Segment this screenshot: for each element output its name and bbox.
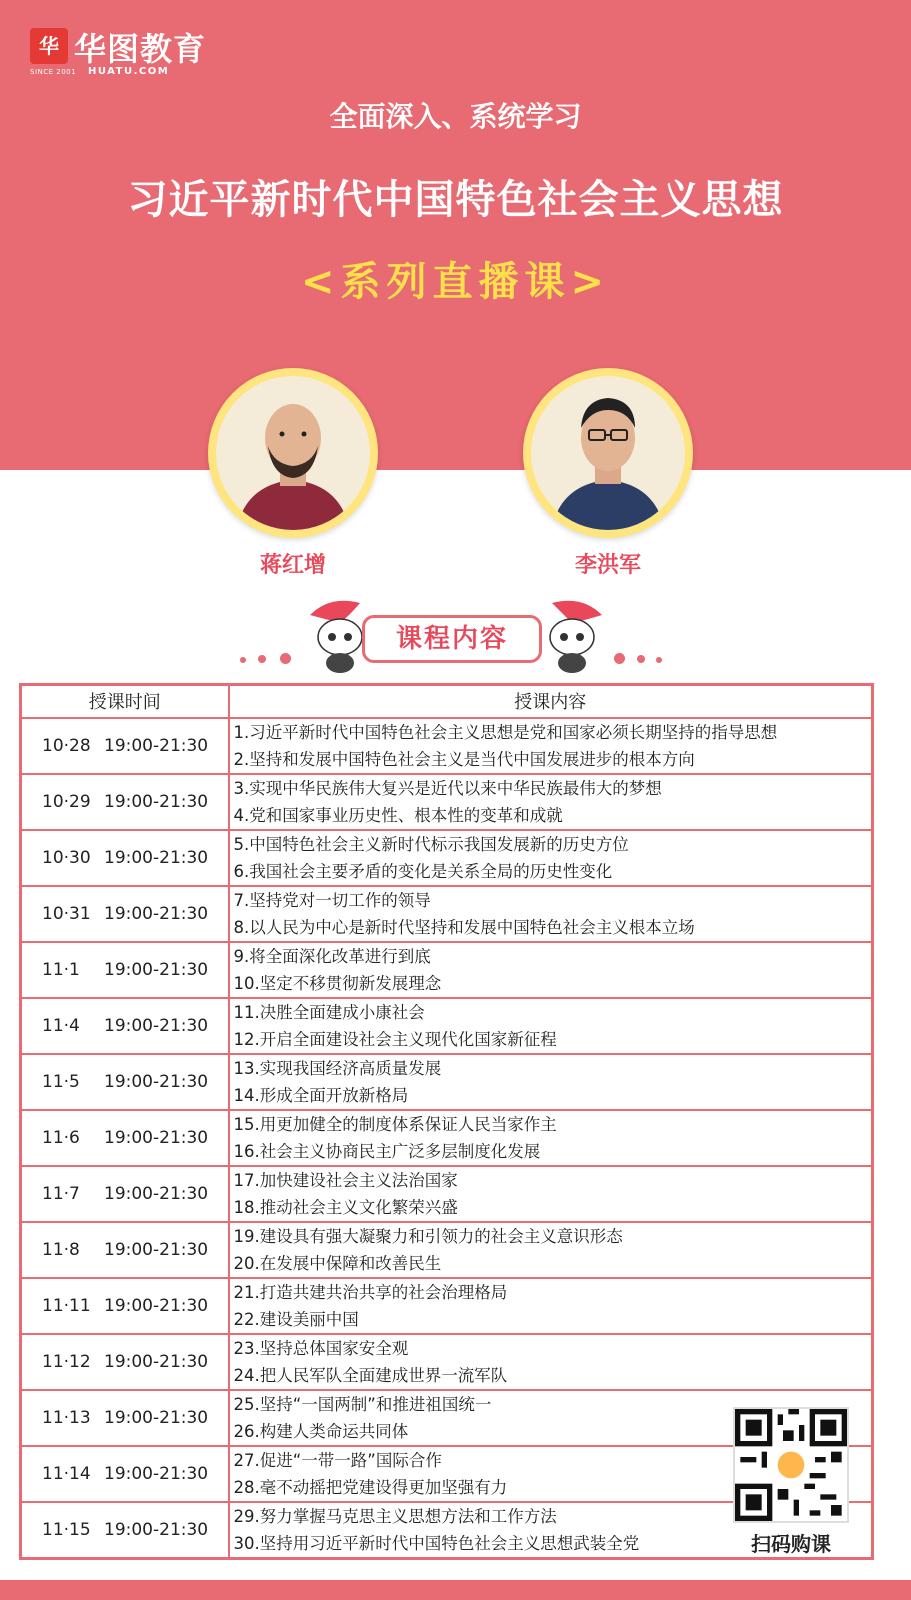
session-date: 11·14 <box>42 1463 91 1484</box>
topic-item: 25.坚持“一国两制”和推进祖国统一 <box>233 1394 492 1414</box>
session-date: 11·13 <box>42 1407 91 1428</box>
session-topics-cell <box>229 1334 873 1390</box>
topic-item: 20.在发展中保障和改善民生 <box>233 1253 442 1273</box>
topic-item: 17.加快建设社会主义法治国家 <box>233 1170 458 1190</box>
topic-item: 3.实现中华民族伟大复兴是近代以来中华民族最伟大的梦想 <box>233 778 662 798</box>
topic-item: 5.中国特色社会主义新时代标示我国发展新的历史方位 <box>233 834 629 854</box>
session-date: 11·12 <box>42 1351 91 1372</box>
teacher-card[interactable] <box>208 368 378 579</box>
session-topics-cell <box>229 1166 873 1222</box>
session-time-cell <box>21 942 229 998</box>
section-title: 课程内容 <box>362 615 542 663</box>
topic-item: 30.坚持用习近平新时代中国特色社会主义思想武装全党 <box>233 1533 640 1553</box>
topic-item: 11.决胜全面建成小康社会 <box>233 1002 425 1022</box>
topic-item: 2.坚持和发展中国特色社会主义是当代中国发展进步的根本方向 <box>233 749 695 769</box>
table-row <box>21 1278 873 1334</box>
session-time-cell <box>21 1390 229 1446</box>
avatar <box>523 368 693 538</box>
section-header <box>0 595 911 675</box>
session-date: 11·6 <box>42 1127 80 1148</box>
session-date: 10·29 <box>42 791 91 812</box>
topic-item: 16.社会主义协商民主广泛多层制度化发展 <box>233 1141 541 1161</box>
series-label: <系列直播课> <box>300 259 611 305</box>
table-row <box>21 830 873 886</box>
session-topics-cell <box>229 1222 873 1278</box>
session-date: 11·4 <box>42 1015 80 1036</box>
session-time-cell <box>21 998 229 1054</box>
session-date: 11·1 <box>42 959 80 980</box>
brand-since: SINCE 2001 <box>30 68 77 76</box>
brand-url: HUATU.COM <box>88 66 170 77</box>
column-header-content: 授课内容 <box>229 685 873 718</box>
table-row <box>21 1334 873 1390</box>
table-row <box>21 886 873 942</box>
session-date: 11·15 <box>42 1519 91 1540</box>
session-hours: 19:00-21:30 <box>104 903 209 924</box>
session-topics-cell <box>229 718 873 774</box>
session-hours: 19:00-21:30 <box>104 1127 209 1148</box>
session-time-cell <box>21 1278 229 1334</box>
table-row <box>21 942 873 998</box>
session-hours: 19:00-21:30 <box>104 1183 209 1204</box>
table-row <box>21 1110 873 1166</box>
session-hours: 19:00-21:30 <box>104 1463 209 1484</box>
table-row <box>21 1054 873 1110</box>
avatar <box>208 368 378 538</box>
qr-caption: 扫码购课 <box>733 1528 849 1557</box>
topic-item: 29.努力掌握马克思主义思想方法和工作方法 <box>233 1506 557 1526</box>
topic-item: 28.毫不动摇把党建设得更加坚强有力 <box>233 1477 508 1497</box>
session-date: 10·28 <box>42 735 91 756</box>
session-time-cell <box>21 1166 229 1222</box>
topic-item: 10.坚定不移贯彻新发展理念 <box>233 973 442 993</box>
table-row <box>21 998 873 1054</box>
topic-item: 15.用更加健全的制度体系保证人民当家作主 <box>233 1114 557 1134</box>
qr-code[interactable] <box>733 1407 849 1523</box>
teacher-name: 李洪军 <box>574 553 641 578</box>
session-hours: 19:00-21:30 <box>104 847 209 868</box>
session-hours: 19:00-21:30 <box>104 959 209 980</box>
session-time-cell <box>21 1502 229 1559</box>
session-date: 11·5 <box>42 1071 80 1092</box>
topic-item: 27.促进“一带一路”国际合作 <box>233 1450 442 1470</box>
session-time-cell <box>21 718 229 774</box>
topic-item: 14.形成全面开放新格局 <box>233 1085 409 1105</box>
session-hours: 19:00-21:30 <box>104 1071 209 1092</box>
topic-item: 8.以人民为中心是新时代坚持和发展中国特色社会主义根本立场 <box>233 917 695 937</box>
topic-item: 22.建设美丽中国 <box>233 1309 359 1329</box>
qr-code-icon <box>735 1409 847 1521</box>
session-time-cell <box>21 886 229 942</box>
topic-item: 21.打造共建共治共享的社会治理格局 <box>233 1282 508 1302</box>
session-topics-cell <box>229 1054 873 1110</box>
topic-item: 18.推动社会主义文化繁荣兴盛 <box>233 1197 458 1217</box>
session-hours: 19:00-21:30 <box>104 1351 209 1372</box>
session-time-cell <box>21 1222 229 1278</box>
topic-item: 6.我国社会主要矛盾的变化是关系全局的历史性变化 <box>233 861 613 881</box>
session-hours: 19:00-21:30 <box>104 735 209 756</box>
brand-mark-icon: 华 <box>30 28 68 64</box>
session-hours: 19:00-21:30 <box>104 1239 209 1260</box>
session-hours: 19:00-21:30 <box>104 1407 209 1428</box>
teacher-name: 蒋红增 <box>259 553 326 578</box>
topic-item: 19.建设具有强大凝聚力和引领力的社会主义意识形态 <box>233 1226 623 1246</box>
session-topics-cell <box>229 774 873 830</box>
session-hours: 19:00-21:30 <box>104 1519 209 1540</box>
mascot-icon <box>522 595 612 675</box>
session-date: 10·31 <box>42 903 91 924</box>
page-subtitle: 全面深入、系统学习 <box>329 100 582 133</box>
session-time-cell <box>21 774 229 830</box>
session-date: 11·11 <box>42 1295 91 1316</box>
session-topics-cell <box>229 1110 873 1166</box>
topic-item: 7.坚持党对一切工作的领导 <box>233 890 431 910</box>
session-hours: 19:00-21:30 <box>104 1295 209 1316</box>
teacher-card[interactable] <box>523 368 693 579</box>
page-title: 习近平新时代中国特色社会主义思想 <box>127 177 784 223</box>
session-time-cell <box>21 1054 229 1110</box>
topic-item: 23.坚持总体国家安全观 <box>233 1338 409 1358</box>
session-date: 10·30 <box>42 847 91 868</box>
session-date: 11·8 <box>42 1239 80 1260</box>
table-row <box>21 718 873 774</box>
brand-name: 华图教育 <box>74 30 207 68</box>
teacher-photo-icon <box>216 376 370 530</box>
session-topics-cell <box>229 998 873 1054</box>
session-time-cell <box>21 1110 229 1166</box>
table-row <box>21 1166 873 1222</box>
topic-item: 26.构建人类命运共同体 <box>233 1421 409 1441</box>
session-hours: 19:00-21:30 <box>104 1015 209 1036</box>
topic-item: 1.习近平新时代中国特色社会主义思想是党和国家必须长期坚持的指导思想 <box>233 722 778 742</box>
topic-item: 13.实现我国经济高质量发展 <box>233 1058 442 1078</box>
table-row <box>21 1222 873 1278</box>
session-time-cell <box>21 1334 229 1390</box>
topic-item: 9.将全面深化改革进行到底 <box>233 946 431 966</box>
session-date: 11·7 <box>42 1183 80 1204</box>
topic-item: 24.把人民军队全面建成世界一流军队 <box>233 1365 508 1385</box>
footer-bar <box>0 1580 911 1600</box>
session-hours: 19:00-21:30 <box>104 791 209 812</box>
session-topics-cell <box>229 1278 873 1334</box>
topic-item: 4.党和国家事业历史性、根本性的变革和成就 <box>233 805 563 825</box>
column-header-time: 授课时间 <box>21 685 229 718</box>
session-time-cell <box>21 830 229 886</box>
table-row <box>21 774 873 830</box>
session-time-cell <box>21 1446 229 1502</box>
teacher-photo-icon <box>531 376 685 530</box>
session-topics-cell <box>229 942 873 998</box>
topic-item: 12.开启全面建设社会主义现代化国家新征程 <box>233 1029 557 1049</box>
session-topics-cell <box>229 830 873 886</box>
session-topics-cell <box>229 886 873 942</box>
